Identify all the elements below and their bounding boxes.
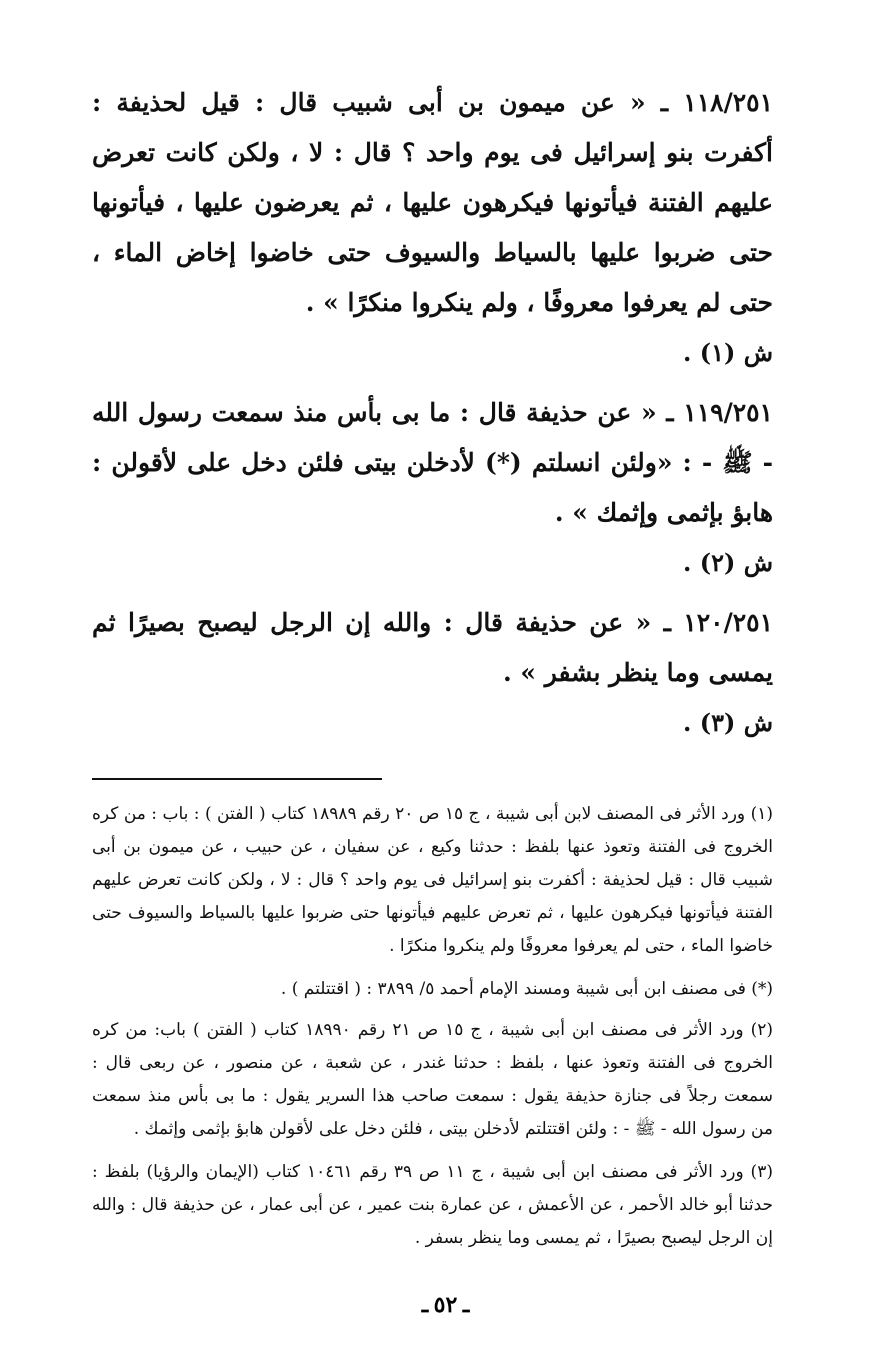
footnote-separator: [92, 778, 382, 780]
dash: ـ: [651, 608, 671, 637]
source-marker: ش (٢) .: [683, 548, 773, 577]
footnote-2: (٢) ورد الأثر فى مصنف ابن أبى شيبة ، ج ١٥ ص ٢١ رقم ١٨٩٩٠ كتاب ( الفتن ) باب: من كره الخروج فى الفتنة وتعوذ عنها ، بلفظ : حدثنا غندر ، عن شعبة ، عن منصور ، عن ربعى قال : سمعت رجلاً فى جنازة حذيفة يقول : سمعت صاحب هذا السرير يقول : ما بى بأس منذ سمعت من رسول الله - ﷺ - : ولئن اقتتلتم لأدخلن بيتى ، فلئن دخل على لأقولن هابؤ بإثمى وإثمك .: [92, 1020, 773, 1139]
hadith-text: « عن ميمون بن أبى شبيب قال : قيل لحذيفة : أكفرت بنو إسرائيل فى يوم واحد ؟ قال : لا ، ولكن كانت تعرض عليهم الفتنة فيأتونها فيكرهون عليها ، ثم يعرضون عليها ، فيأتونها حتى ضربوا عليها بالسياط والسيوف حتى خاضوا إخاض الماء ، حتى لم يعرفوا معروفًا ، ولم ينكروا منكرًا » .: [92, 88, 773, 317]
hadith-118: [92, 78, 773, 328]
dash: ـ: [656, 398, 674, 427]
page-number: ـ ٥٢ ـ: [421, 1292, 470, 1317]
hadith-number: ١١٨/٢٥١: [683, 88, 773, 117]
source-marker: ش (٣) .: [683, 708, 773, 737]
hadith-119: [92, 388, 773, 538]
dash: ـ: [645, 88, 669, 117]
main-text: [92, 78, 773, 748]
hadith-text: « عن حذيفة قال : ما بى بأس منذ سمعت رسول الله - ﷺ - : «ولئن انسلتم (*) لأدخلن بيتى فلئن دخل على لأقولن : هابؤ بإثمى وإثمك » .: [92, 398, 773, 527]
footnote-3: (٣) ورد الأثر فى مصنف ابن أبى شيبة ، ج ١١ ص ٣٩ رقم ١٠٤٦١ كتاب (الإيمان والرؤيا) بلفظ : حدثنا أبو خالد الأحمر ، عن الأعمش ، عن عمارة بنت عمير ، عن أبى عمار ، عن حذيفة قال : والله إن الرجل ليصبح بصيرًا ، ثم يمسى وما ينظر بسفر .: [92, 1162, 773, 1248]
hadith-number: ١٢٠/٢٥١: [683, 608, 773, 637]
hadith-text: « عن حذيفة قال : والله إن الرجل ليصبح بصيرًا ثم يمسى وما ينظر بشفر » .: [92, 608, 773, 687]
footnote-star: (*) فى مصنف ابن أبى شيبة ومسند الإمام أحمد ٥/ ٣٨٩٩ : ( اقتتلتم ) .: [280, 979, 773, 999]
footnote-1: (١) ورد الأثر فى المصنف لابن أبى شيبة ، ج ١٥ ص ٢٠ رقم ١٨٩٨٩ كتاب ( الفتن ) : باب : من كره الخروج فى الفتنة وتعوذ عنها بلفظ : حدثنا وكيع ، عن سفيان ، عن حبيب ، عن ميمون بن أبى شبيب قال : قيل لحذيفة : أكفرت بنو إسرائيل فى يوم واحد ؟ قال : لا ، ولكن كانت تعرض عليهم الفتنة فيأتونها فيكرهون عليها ، ثم تعرض عليهم فيأتونها حتى ضربوا عليها بالسياط والسيوف حتى خاضوا الماء ، حتى لم يعرفوا معروفًا ولم ينكروا منكرًا .: [92, 804, 773, 956]
footnotes: [92, 798, 773, 1255]
hadith-120: [92, 598, 773, 698]
hadith-number: ١١٩/٢٥١: [683, 398, 773, 427]
source-marker: ش (١) .: [683, 338, 773, 367]
